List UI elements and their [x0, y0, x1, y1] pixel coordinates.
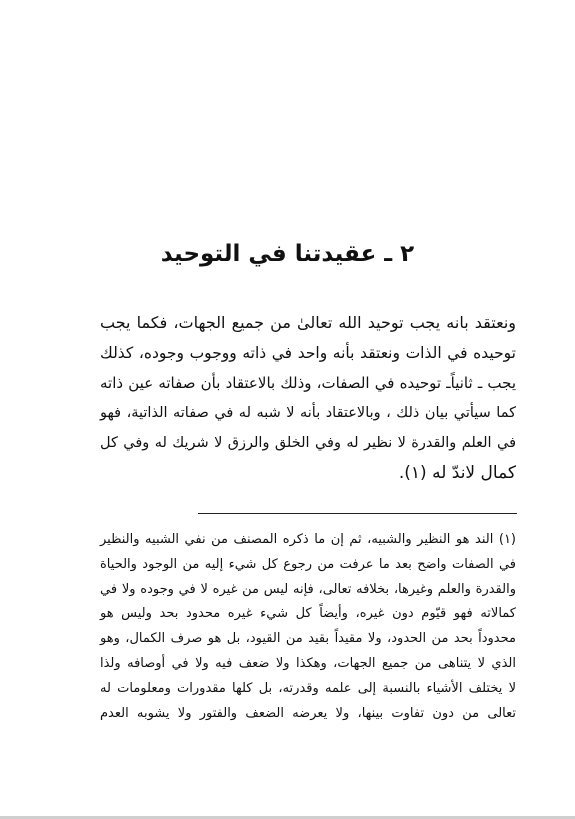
- paragraph-line: توحيده في الذات ونعتقد بأنه واحد في ذاته ووجوب وجوده، كذلك: [100, 344, 516, 362]
- paragraph-line: كمال لاندّ له (١).: [398, 463, 516, 483]
- chapter-title: ٢ ـ عقيدتنا في التوحيد: [160, 241, 415, 267]
- paragraph-line: كما سيأتي بيان ذلك ، وبالاعتقاد بأنه لا شبه له في صفاته الذاتية، فهو: [100, 405, 516, 421]
- main-paragraph: [100, 308, 516, 488]
- footnote-line: في الصفات واضح بعد ما عرفت من رجوع كل شيء إليه من الوجود والحياة: [100, 556, 516, 572]
- footnote-line: والقدرة والعلم وغيرها، بخلافه تعالى، فإنه ليس من غيره لا في وجوده ولا في: [100, 581, 516, 597]
- footnote-line: تعالى من دون تفاوت بينها، ولا يعرضه الضعف والفتور ولا يشوبه العدم: [100, 705, 516, 721]
- paragraph-line: في العلم والقدرة لا نظير له وفي الخلق والرزق لا شريك له وفي كل: [100, 435, 516, 451]
- footnote-line: الذي لا يتناهى من جميع الجهات، وهكذا ولا ضعف فيه ولا في أوصافه ولذا: [100, 655, 516, 671]
- footnote-line: لا يختلف الأشياء بالنسبة إلى علمه وقدرته، بل كلها مقدورات ومعلومات له: [100, 680, 516, 696]
- footnote: [100, 528, 516, 726]
- paragraph-line: ونعتقد بانه يجب توحيد الله تعالىٰ من جميع الجهات، فكما يجب: [100, 313, 516, 332]
- footnote-divider: [198, 513, 517, 514]
- footnote-line: محدوداً بحد من الحدود، ولا مقيداً بقيد من القيود، بل هو صرف الكمال، وهو: [100, 631, 516, 647]
- footnote-line: (١) الند هو النظير والشبيه، ثم إن ما ذكره المصنف من نفي الشبيه والنظير: [100, 532, 516, 547]
- footnote-line: كمالاته فهو قيّوم دون غيره، وأيضاً كل شيء غيره محدود بحد وليس هو: [100, 606, 516, 622]
- paragraph-line: يجب ـ ثانياًـ توحيده في الصفات، وذلك بالاعتقاد بأن صفاته عين ذاته: [100, 374, 516, 392]
